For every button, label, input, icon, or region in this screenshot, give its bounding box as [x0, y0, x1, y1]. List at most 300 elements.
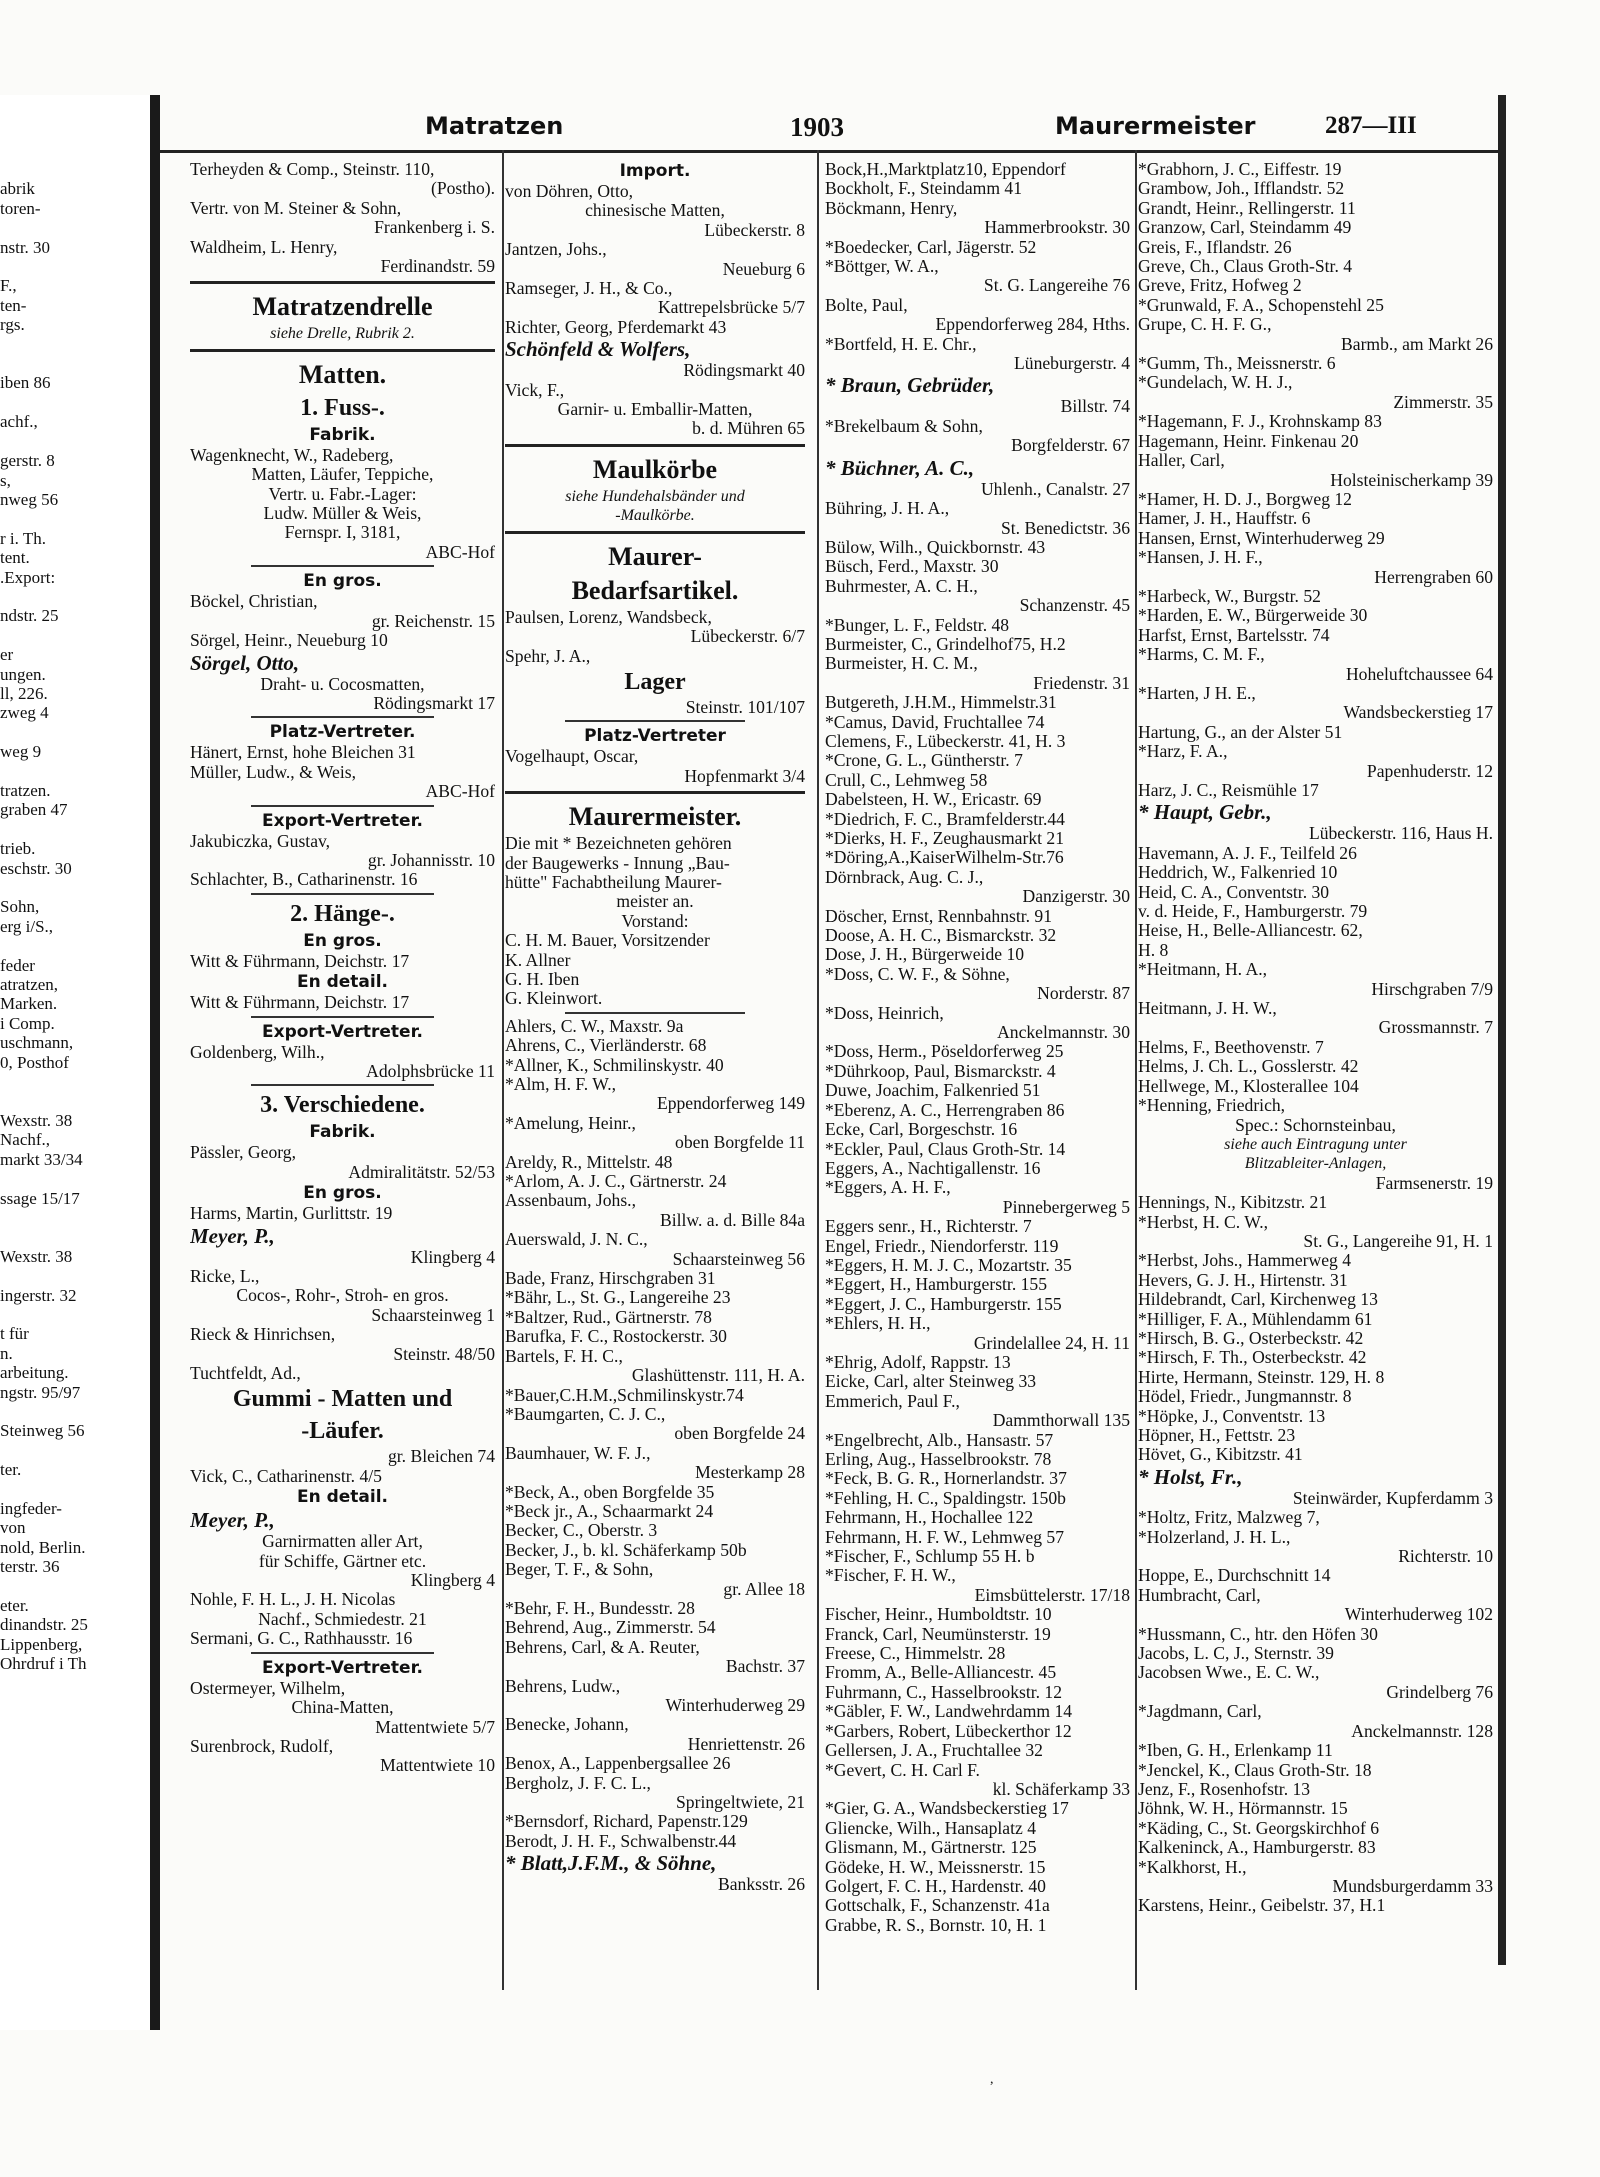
- entry-continuation: kl. Schäferkamp 33: [992, 1779, 1130, 1799]
- entry-line: Grabbe, R. S., Bornstr. 10, H. 1: [825, 1915, 1047, 1935]
- entry-line: Behrend, Aug., Zimmerstr. 54: [505, 1618, 716, 1638]
- entry-line: Erling, Aug., Hasselbrookstr. 78: [825, 1450, 1052, 1469]
- entry-line: von Döhren, Otto,: [505, 182, 634, 201]
- category-label: Export-Vertreter.: [261, 1657, 423, 1678]
- entry-line: Eicke, Carl, alter Steinweg 33: [825, 1372, 1037, 1392]
- entry-line: Berodt, J. H. F., Schwalbenstr.44: [505, 1831, 737, 1851]
- fragment-line: [0, 1092, 148, 1111]
- entry-line-centered: Garnirmatten aller Art,: [262, 1532, 423, 1552]
- entry-continuation: Rödingsmarkt 17: [373, 693, 495, 713]
- entry-line: *Fischer, F., Schlump 55 H. b: [825, 1547, 1035, 1567]
- entry-line: Vogelhaupt, Oscar,: [505, 747, 639, 767]
- entry-line: Böckmann, Henry,: [825, 198, 958, 218]
- fragment-line: ten-: [0, 295, 27, 315]
- fragment-line: ter.: [0, 1460, 22, 1480]
- fragment-line: [0, 432, 148, 451]
- entry-line: *Gumm, Th., Meissnerstr. 6: [1138, 354, 1336, 374]
- entry-line: Die mit * Bezeichneten gehören: [505, 834, 732, 854]
- entry-line: Gödeke, H. W., Meissnerstr. 15: [825, 1857, 1046, 1877]
- section-heading: Matratzendrelle: [252, 292, 433, 322]
- entry-line: Harz, J. C., Reismühle 17: [1138, 781, 1319, 800]
- entry-continuation: Neueburg 6: [722, 259, 805, 279]
- entry-line: Bergholz, J. F. C. L.,: [505, 1773, 651, 1793]
- entry-line: Müller, Ludw., & Weis,: [190, 762, 356, 782]
- entry-line: *Böttger, W. A.,: [825, 257, 939, 277]
- fragment-line: iben 86: [0, 373, 51, 393]
- category-label: En gros.: [303, 1183, 382, 1204]
- entry-line: *Döring,A.,KaiserWilhelm-Str.76: [825, 848, 1064, 868]
- entry-continuation: Herrengraben 60: [1374, 567, 1493, 587]
- fragment-line: atratzen,: [0, 975, 59, 995]
- entry-continuation: Ferdinandstr. 59: [380, 257, 495, 277]
- entry-line: *Hamer, H. D. J., Borgweg 12: [1138, 489, 1352, 509]
- entry-line: Hirte, Hermann, Steinstr. 129, H. 8: [1138, 1367, 1385, 1387]
- entry-line: Gliencke, Wilh., Hansaplatz 4: [825, 1818, 1037, 1838]
- entry-line: *Harten, J H. E.,: [1138, 683, 1256, 703]
- entry-line: *Boedecker, Carl, Jägerstr. 52: [825, 237, 1037, 257]
- entry-line: Paulsen, Lorenz, Wandsbeck,: [505, 607, 712, 627]
- fragment-line: ngstr. 95/97: [0, 1382, 81, 1402]
- entry-line: Bülow, Wilh., Quickbornstr. 43: [825, 537, 1046, 557]
- entry-line: Golgert, F. C. H., Hardenstr. 40: [825, 1876, 1046, 1896]
- entry-line: *Dierks, H. F., Zeughausmarkt 21: [825, 829, 1065, 848]
- entry-continuation: Danzigerstr. 30: [1022, 887, 1130, 907]
- entry-line: *Eckler, Paul, Claus Groth-Str. 14: [825, 1139, 1066, 1159]
- entry-line: Greve, Fritz, Hofweg 2: [1138, 276, 1302, 296]
- entry-line: *Doss, Herm., Pöseldorferweg 25: [825, 1042, 1064, 1062]
- entry-line: Assenbaum, Johs.,: [505, 1191, 636, 1211]
- entry-line: Jöhnk, W. H., Hörmannstr. 15: [1138, 1799, 1348, 1819]
- entry-line: Engel, Friedr., Niendorferstr. 119: [825, 1236, 1059, 1256]
- fragment-line: ingfeder-: [0, 1499, 62, 1519]
- fragment-line: 0, Posthof: [0, 1052, 69, 1072]
- entry-line: Tuchtfeldt, Ad.,: [190, 1364, 301, 1384]
- entry-line: Heid, C. A., Conventstr. 30: [1138, 882, 1330, 902]
- entry-line-centered: Cocos-, Rohr-, Stroh- en gros.: [236, 1286, 449, 1306]
- entry-continuation: Schanzenstr. 45: [1019, 596, 1130, 616]
- column-divider: [817, 150, 819, 1990]
- entry-line: Emmerich, Paul F.,: [825, 1391, 960, 1411]
- fragment-line: ssage 15/17: [0, 1188, 80, 1208]
- entry-line: Hoppe, E., Durchschnitt 14: [1138, 1566, 1331, 1586]
- entry-continuation: Wandsbeckerstieg 17: [1343, 703, 1493, 723]
- entry-line: Jantzen, Johs.,: [505, 240, 607, 260]
- entry-line: Hevers, G. J. H., Hirtenstr. 31: [1138, 1270, 1348, 1290]
- category-label: Platz-Vertreter: [584, 726, 726, 747]
- category-label: Fabrik.: [309, 1122, 376, 1143]
- bold-entry-name: * Braun, Gebrüder,: [825, 373, 995, 398]
- entry-line: Dabelsteen, H. W., Ericastr. 69: [825, 790, 1042, 810]
- column-divider: [1135, 150, 1137, 1990]
- entry-line: Burmeister, H. C. M.,: [825, 654, 978, 674]
- entry-continuation: Barmb., am Markt 26: [1341, 334, 1493, 354]
- entry-line: Duwe, Joachim, Falkenried 51: [825, 1081, 1041, 1101]
- fragment-line: Ohrdruf i Th: [0, 1654, 87, 1674]
- column-4: [1138, 160, 1493, 1916]
- category-label: En gros.: [303, 930, 382, 951]
- entry-line: Terheyden & Comp., Steinstr. 110,: [190, 160, 435, 179]
- entry-line: G. H. Iben: [505, 969, 580, 989]
- fragment-line: [0, 1208, 148, 1227]
- entry-line: *Gundelach, W. H. J.,: [1138, 373, 1293, 393]
- entry-line-centered: meister an.: [616, 892, 694, 912]
- entry-line: *Gäbler, F. W., Landwehrdamm 14: [825, 1702, 1073, 1722]
- entry-line: Bartels, F. H. C.,: [505, 1346, 623, 1366]
- entry-continuation: Hopfenmarkt 3/4: [684, 766, 805, 786]
- entry-continuation: Kattrepelsbrücke 5/7: [657, 298, 805, 318]
- entry-line-centered: für Schiffe, Gärtner etc.: [258, 1551, 427, 1571]
- fragment-line: Nachf.,: [0, 1130, 51, 1150]
- entry-continuation: Pinnebergerweg 5: [1002, 1197, 1130, 1217]
- short-rule: [565, 1012, 745, 1014]
- entry-line: Hildebrandt, Carl, Kirchenweg 13: [1138, 1290, 1378, 1310]
- entry-continuation: Grindelberg 76: [1386, 1682, 1493, 1702]
- section-heading: Maurer-: [608, 541, 702, 571]
- entry-line: Clemens, F., Lübeckerstr. 41, H. 3: [825, 731, 1066, 751]
- entry-line: Heddrich, W., Falkenried 10: [1138, 863, 1338, 883]
- subsection-heading: 3. Verschiedene.: [260, 1092, 425, 1119]
- entry-continuation: Eimsbüttelerstr. 17/18: [974, 1585, 1130, 1605]
- entry-line: Butgereth, J.H.M., Himmelstr.31: [825, 693, 1057, 713]
- entry-continuation: Mattentwiete 5/7: [375, 1717, 495, 1737]
- entry-line: Vertr. von M. Steiner & Sohn,: [190, 198, 402, 218]
- entry-line: v. d. Heide, F., Hamburgerstr. 79: [1138, 902, 1368, 922]
- entry-line: Hövet, G., Kibitzstr. 41: [1138, 1445, 1303, 1465]
- category-label: En detail.: [296, 972, 389, 993]
- entry-continuation: Farmsenerstr. 19: [1375, 1173, 1493, 1193]
- section-rule: [505, 531, 805, 534]
- fragment-line: markt 33/34: [0, 1149, 83, 1169]
- fragment-line: trieb.: [0, 839, 36, 859]
- entry-line: Behrens, Ludw.,: [505, 1676, 621, 1696]
- entry-line: Helms, F., Beethovenstr. 7: [1138, 1037, 1324, 1057]
- entry-line: Eggers, A., Nachtigallenstr. 16: [825, 1158, 1041, 1178]
- bold-entry-name: Meyer, P.,: [190, 1508, 275, 1533]
- fragment-line: abrik: [0, 179, 35, 199]
- entry-continuation: Winterhuderweg 102: [1344, 1605, 1493, 1625]
- entry-line: Kalkeninck, A., Hamburgerstr. 83: [1138, 1838, 1376, 1858]
- header-rule: [160, 150, 1498, 153]
- short-rule: [251, 893, 434, 895]
- entry-continuation: Hirschgraben 7/9: [1371, 979, 1493, 999]
- entry-line: *Kalkhorst, H.,: [1138, 1857, 1247, 1877]
- entry-line: Waldheim, L. Henry,: [190, 237, 338, 257]
- entry-continuation: Adolphsbrücke 11: [366, 1061, 495, 1081]
- entry-line: *Eggert, J. C., Hamburgerstr. 155: [825, 1294, 1062, 1314]
- entry-continuation: Hoheluftchaussee 64: [1345, 664, 1493, 684]
- entry-line: *Herbst, H. C. W.,: [1138, 1212, 1269, 1232]
- fragment-line: Steinweg 56: [0, 1421, 85, 1441]
- entry-continuation: Springeltwiete, 21: [676, 1793, 805, 1813]
- page-edge-shadow: [1498, 95, 1506, 1965]
- entry-line: *Amelung, Heinr.,: [505, 1113, 636, 1133]
- fragment-line: i Comp.: [0, 1013, 55, 1033]
- entry-line: *Iben, G. H., Erlenkamp 11: [1138, 1741, 1333, 1761]
- fragment-line: [0, 1169, 148, 1188]
- fragment-line: rgs.: [0, 315, 25, 335]
- entry-continuation: Anckelmannstr. 30: [997, 1023, 1130, 1043]
- entry-line: Vick, C., Catharinenstr. 4/5: [190, 1466, 382, 1486]
- entry-continuation: oben Borgfelde 11: [675, 1133, 805, 1153]
- entry-line-centered: Garnir- u. Emballir-Matten,: [557, 400, 753, 420]
- entry-line: Baumhauer, W. F. J.,: [505, 1443, 651, 1463]
- entry-line: *Holtz, Fritz, Malzweg 7,: [1138, 1508, 1320, 1528]
- entry-continuation: St. G. Langereihe 76: [983, 276, 1130, 296]
- entry-continuation: Schaarsteinweg 56: [672, 1249, 805, 1269]
- entry-line: Gottschalk, F., Schanzenstr. 41a: [825, 1896, 1050, 1916]
- entry-continuation: Richterstr. 10: [1398, 1547, 1493, 1567]
- entry-line: Ecke, Carl, Borgeschstr. 16: [825, 1120, 1018, 1140]
- entry-line: *Harden, E. W., Bürgerweide 30: [1138, 606, 1368, 626]
- entry-line: Jacobsen Wwe., E. C. W.,: [1138, 1663, 1320, 1683]
- entry-line: Harms, Martin, Gurlittstr. 19: [190, 1204, 393, 1224]
- entry-continuation: Glashüttenstr. 111, H. A.: [631, 1366, 805, 1386]
- fragment-line: [0, 160, 148, 179]
- entry-line: Fehrmann, H., Hochallee 122: [825, 1508, 1034, 1528]
- entry-line-centered: Ludw. Müller & Weis,: [263, 504, 422, 524]
- entry-line: *Doss, Heinrich,: [825, 1003, 944, 1023]
- entry-line-centered: Spec.: Schornsteinbau,: [1235, 1115, 1396, 1135]
- stray-mark: ,: [990, 2072, 994, 2087]
- entry-line: hütte" Fachabtheilung Maurer-: [505, 872, 722, 892]
- fragment-line: [0, 354, 148, 373]
- entry-continuation: Norderstr. 87: [1037, 984, 1130, 1004]
- entry-continuation: Eppendorferweg 284, Hths.: [935, 315, 1130, 335]
- entry-line: *Bähr, L., St. G., Langereihe 23: [505, 1288, 731, 1308]
- entry-line: *Baltzer, Rud., Gärtnerstr. 78: [505, 1307, 712, 1327]
- fragment-line: nweg 56: [0, 489, 59, 509]
- fragment-line: [0, 218, 148, 237]
- short-rule: [251, 716, 434, 718]
- fragment-line: Wexstr. 38: [0, 1246, 73, 1266]
- short-rule: [251, 565, 434, 567]
- entry-line: Surenbrock, Rudolf,: [190, 1736, 334, 1756]
- entry-continuation: Henriettenstr. 26: [687, 1734, 805, 1754]
- entry-line: Eggers senr., H., Richterstr. 7: [825, 1217, 1032, 1237]
- category-label: Fabrik.: [309, 424, 376, 445]
- entry-line: Nohle, F. H. L., J. H. Nicolas: [190, 1590, 396, 1610]
- entry-line: Dose, J. H., Bürgerweide 10: [825, 945, 1025, 965]
- fragment-line: [0, 1441, 148, 1460]
- entry-continuation: Hammerbrookstr. 30: [984, 218, 1130, 238]
- entry-continuation: ABC-Hof: [425, 542, 495, 562]
- section-rule: [190, 281, 495, 284]
- entry-line: *Crone, G. L., Güntherstr. 7: [825, 751, 1023, 771]
- fragment-line: s,: [0, 470, 11, 490]
- entry-continuation: Lübeckerstr. 8: [704, 220, 805, 240]
- entry-line: Hödel, Friedr., Jungmannstr. 8: [1138, 1387, 1352, 1407]
- fragment-line: Sohn,: [0, 897, 40, 917]
- entry-line: *Jenckel, K., Claus Groth-Str. 18: [1138, 1760, 1372, 1780]
- entry-continuation: Mesterkamp 28: [695, 1463, 805, 1483]
- entry-continuation: Winterhuderweg 29: [665, 1696, 805, 1715]
- entry-line: Haller, Carl,: [1138, 451, 1225, 471]
- entry-line: Döscher, Ernst, Rennbahnstr. 91: [825, 906, 1053, 926]
- binding-shadow: [150, 95, 160, 2030]
- cross-reference: -Maulkörbe.: [615, 507, 695, 525]
- fragment-line: gerstr. 8: [0, 451, 55, 471]
- entry-line-centered: China-Matten,: [291, 1698, 394, 1718]
- fragment-line: er: [0, 645, 14, 665]
- entry-continuation: Lübeckerstr. 116, Haus H.: [1308, 824, 1493, 844]
- entry-line: H. 8: [1138, 940, 1169, 960]
- entry-line: Büsch, Ferd., Maxstr. 30: [825, 557, 999, 577]
- entry-line: *Bortfeld, H. E. Chr.,: [825, 334, 977, 354]
- entry-line: Benox, A., Lappenbergsallee 26: [505, 1754, 731, 1774]
- cross-reference: Blitzableiter-Anlagen,: [1244, 1155, 1387, 1173]
- fragment-line: [0, 1402, 148, 1421]
- section-heading: Bedarfsartikel.: [571, 575, 739, 605]
- entry-line: Ramseger, J. H., & Co.,: [505, 279, 673, 299]
- fragment-line: ndstr. 25: [0, 606, 59, 626]
- entry-line: Hennings, N., Kibitzstr. 21: [1138, 1193, 1328, 1213]
- cross-reference: siehe Hundehalsbänder und: [565, 487, 745, 505]
- short-rule: [251, 1016, 434, 1018]
- fragment-line: [0, 1227, 148, 1246]
- entry-continuation: Holsteinischerkamp 39: [1330, 470, 1493, 490]
- entry-continuation: Eppendorferweg 149: [656, 1094, 805, 1114]
- entry-line: Bock,H.,Marktplatz10, Eppendorf: [825, 160, 1066, 179]
- entry-line: *Fischer, F. H. W.,: [825, 1566, 956, 1586]
- entry-line: *Hansen, J. H. F.,: [1138, 548, 1263, 568]
- entry-line: Benecke, Johann,: [505, 1715, 629, 1735]
- entry-continuation: Papenhuderstr. 12: [1366, 761, 1493, 781]
- entry-line: Humbracht, Carl,: [1138, 1585, 1261, 1605]
- section-heading: Maulkörbe: [592, 454, 718, 484]
- entry-line: Ahrens, C., Vierländerstr. 68: [505, 1036, 707, 1056]
- fragment-line: feder: [0, 955, 35, 975]
- entry-line: *Camus, David, Fruchtallee 74: [825, 712, 1045, 732]
- bold-entry-name: * Büchner, A. C.,: [825, 455, 975, 480]
- entry-line: Becker, J., b. kl. Schäferkamp 50b: [505, 1540, 747, 1560]
- entry-line-centered: Draht- u. Cocosmatten,: [260, 674, 425, 694]
- entry-line: Greis, F., Iflandstr. 26: [1138, 237, 1292, 257]
- entry-line: *Grunwald, F. A., Schopenstehl 25: [1138, 295, 1384, 315]
- bold-heading: -Läufer.: [301, 1418, 384, 1445]
- entry-continuation: gr. Reichenstr. 15: [371, 611, 495, 631]
- entry-continuation: Billw. a. d. Bille 84a: [660, 1210, 805, 1230]
- fragment-line: [0, 587, 148, 606]
- fragment-line: [0, 723, 148, 742]
- entry-line: Rieck & Hinrichsen,: [190, 1325, 336, 1345]
- entry-line: Ahlers, C. W., Maxstr. 9a: [505, 1016, 684, 1036]
- entry-line: *Hirsch, F. Th., Osterbeckstr. 42: [1138, 1348, 1367, 1368]
- entry-line: *Eggers, H. M. J. C., Mozartstr. 35: [825, 1255, 1072, 1275]
- entry-line: Schlachter, B., Catharinenstr. 16: [190, 870, 418, 890]
- category-label: Export-Vertreter.: [261, 810, 423, 831]
- entry-line: *Gier, G. A., Wandsbeckerstieg 17: [825, 1799, 1069, 1819]
- entry-line: *Holzerland, J. H. L.,: [1138, 1527, 1291, 1547]
- entry-line: Buhrmester, A. C. H.,: [825, 576, 978, 596]
- entry-line: Vick, F.,: [505, 380, 565, 400]
- cross-reference: siehe auch Eintragung unter: [1224, 1135, 1407, 1153]
- entry-line: Gellersen, J. A., Fruchtallee 32: [825, 1741, 1043, 1761]
- fragment-line: nstr. 30: [0, 237, 51, 257]
- column-3: [825, 160, 1130, 1935]
- fragment-line: dinandstr. 25: [0, 1615, 88, 1635]
- entry-line: Auerswald, J. N. C.,: [505, 1230, 648, 1250]
- entry-line: Karstens, Heinr., Geibelstr. 37, H.1: [1138, 1896, 1386, 1916]
- entry-line: *Herbst, Johs., Hammerweg 4: [1138, 1251, 1352, 1271]
- entry-line: Helms, J. Ch. L., Gosslerstr. 42: [1138, 1057, 1359, 1077]
- entry-line: Wagenknecht, W., Radeberg,: [190, 445, 394, 465]
- entry-line: Freese, C., Himmelstr. 28: [825, 1644, 1006, 1664]
- entry-continuation: gr. Bleichen 74: [387, 1447, 495, 1467]
- entry-line: *Arlom, A. J. C., Gärtnerstr. 24: [505, 1172, 727, 1192]
- entry-line: Granzow, Carl, Steindamm 49: [1138, 218, 1352, 238]
- fragment-line: .Export:: [0, 567, 56, 587]
- category-label: En gros.: [303, 571, 382, 592]
- entry-line: Franck, Carl, Neumünsterstr. 19: [825, 1624, 1051, 1644]
- entry-line: *Bernsdorf, Richard, Papenstr.129: [505, 1812, 748, 1832]
- entry-continuation: Grossmannstr. 7: [1378, 1018, 1493, 1038]
- entry-continuation: Borgfelderstr. 67: [1011, 436, 1130, 456]
- entry-line: Bühring, J. H. A.,: [825, 499, 950, 519]
- entry-line: Heise, H., Belle-Alliancestr. 62,: [1138, 921, 1363, 941]
- entry-line: Hamer, J. H., Hauffstr. 6: [1138, 509, 1311, 529]
- fragment-line: toren-: [0, 198, 41, 218]
- running-head-year: 1903: [790, 112, 844, 142]
- entry-line: *Harms, C. M. F.,: [1138, 645, 1265, 665]
- entry-continuation: Lübeckerstr. 6/7: [690, 627, 805, 647]
- entry-line: *Allner, K., Schmilinskystr. 40: [505, 1055, 724, 1075]
- bold-heading: Lager: [624, 668, 686, 695]
- entry-line: Bockholt, F., Steindamm 41: [825, 179, 1023, 199]
- entry-line: *Feck, B. G. R., Hornerlandstr. 37: [825, 1469, 1067, 1489]
- entry-continuation: Frankenberg i. S.: [374, 218, 495, 238]
- entry-line: *Käding, C., St. Georgskirchhof 6: [1138, 1818, 1380, 1838]
- running-head-left: Matratzen: [425, 112, 564, 140]
- entry-line: *Ehlers, H. H.,: [825, 1314, 931, 1334]
- entry-line: *Hilliger, F. A., Mühlendamm 61: [1138, 1309, 1373, 1329]
- entry-line: *Doss, C. W. F., & Söhne,: [825, 964, 1010, 984]
- entry-line: Doose, A. H. C., Bismarckstr. 32: [825, 926, 1057, 946]
- short-rule: [565, 720, 745, 722]
- entry-line: Areldy, R., Mittelstr. 48: [505, 1152, 673, 1172]
- short-rule: [251, 1084, 434, 1086]
- entry-line: Grupe, C. H. F. G.,: [1138, 315, 1272, 335]
- fragment-line: [0, 1072, 148, 1091]
- fragment-line: terstr. 36: [0, 1557, 60, 1577]
- entry-continuation: St. G., Langereihe 91, H. 1: [1303, 1231, 1493, 1251]
- entry-continuation: gr. Johannisstr. 10: [367, 850, 495, 870]
- entry-line-centered: Vertr. u. Fabr.-Lager:: [268, 484, 417, 504]
- fragment-line: von: [0, 1518, 26, 1538]
- fragment-line: n.: [0, 1343, 13, 1363]
- bold-entry-name: * Blatt,J.F.M., & Söhne,: [505, 1851, 717, 1876]
- entry-continuation: Billstr. 74: [1060, 397, 1130, 417]
- entry-continuation: Schaarsteinweg 1: [371, 1305, 495, 1325]
- entry-continuation: (Postho).: [430, 179, 495, 199]
- fragment-line: [0, 257, 148, 276]
- bold-entry-name: * Holst, Fr.,: [1138, 1464, 1243, 1489]
- entry-line: Bolte, Paul,: [825, 295, 908, 315]
- entry-line: *Alm, H. F. W.,: [505, 1075, 617, 1094]
- entry-continuation: Rödingsmarkt 40: [683, 361, 805, 381]
- entry-line: *Diedrich, F. C., Bramfelderstr.44: [825, 809, 1065, 829]
- entry-line: G. Kleinwort.: [505, 989, 603, 1009]
- cross-reference: siehe Drelle, Rubrik 2.: [270, 325, 415, 343]
- entry-continuation: oben Borgfelde 24: [674, 1424, 805, 1444]
- entry-line: *Höpke, J., Conventstr. 13: [1138, 1406, 1326, 1426]
- section-rule: [190, 349, 495, 352]
- entry-line: Goldenberg, Wilh.,: [190, 1042, 325, 1062]
- entry-line: Ostermeyer, Wilhelm,: [190, 1678, 346, 1698]
- fragment-line: t für: [0, 1324, 29, 1344]
- fragment-line: eschstr. 30: [0, 858, 72, 878]
- entry-line: *Beck, A., oben Borgfelde 35: [505, 1482, 715, 1502]
- fragment-line: [0, 509, 148, 528]
